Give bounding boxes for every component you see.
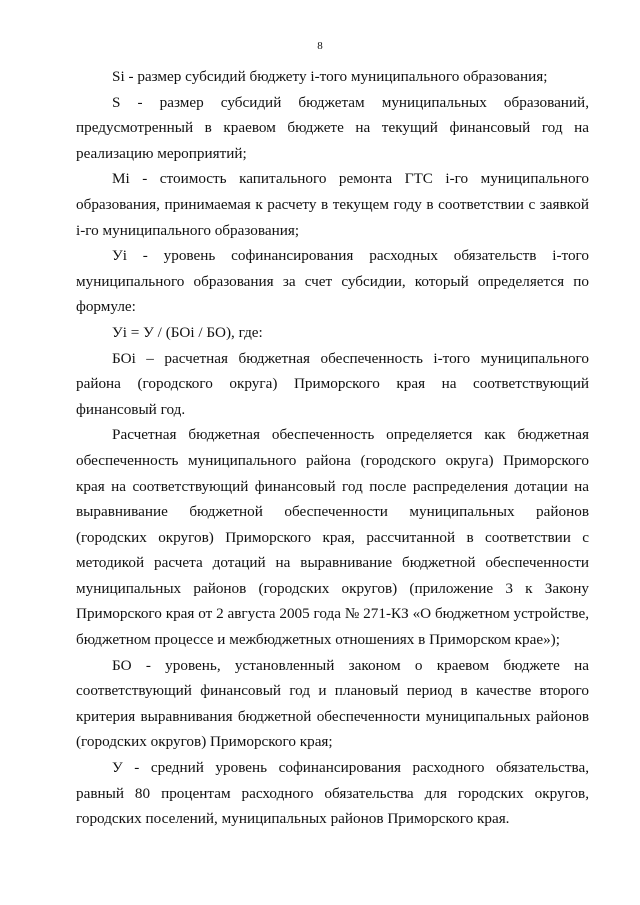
page-number: 8 bbox=[317, 40, 323, 52]
paragraph-boi-definition: БОi – расчетная бюджетная обеспеченность i-того муниципального района (городского округа) Приморского края на соответствующий финансовый год. bbox=[76, 349, 589, 418]
paragraph-si-definition: Si - размер субсидий бюджету i-того муниципального образования; bbox=[112, 68, 548, 85]
formula: Уi = У / (БОi / БО), где: bbox=[112, 323, 263, 341]
paragraph-calculation-method: Расчетная бюджетная обеспеченность определяется как бюджетная обеспеченность муниципального района (городского округа) Приморского края на соответствующий финансовый год после распределения дотации на выравнивание бюджетной обеспеченности муниципальных районов (городских округов) Приморского края, рассчитанной в соответствии с методикой расчета дотаций на выравнивание бюджетной обеспеченности муниципальных районов (городских округов) (приложение 3 к Закону Приморского края от 2 августа 2005 года № 271-КЗ «О бюджетном устройстве, бюджетном процессе и межбюджетных отношениях в Приморском крае»); bbox=[76, 426, 589, 649]
paragraph-y-definition: У - средний уровень софинансирования расходного обязательства, равный 80 процентам расходного обязательства для городских округов, городских поселений, муниципальных районов Приморского края. bbox=[76, 759, 589, 828]
paragraph-yi-definition: Уi - уровень софинансирования расходных обязательств i-того муниципального образования за счет субсидии, который определяется по формуле: bbox=[76, 247, 589, 316]
paragraph-mi-definition: Mi - стоимость капитального ремонта ГТС i-го муниципального образования, принимаемая к расчету в текущем году в соответствии с заявкой i-го муниципального образования; bbox=[76, 170, 589, 239]
paragraph-s-definition: S - размер субсидий бюджетам муниципальных образований, предусмотренный в краевом бюджете на текущий финансовый год на реализацию мероприятий; bbox=[76, 93, 589, 162]
document-body bbox=[76, 64, 589, 832]
paragraph-bo-definition: БО - уровень, установленный законом о краевом бюджете на соответствующий финансовый год и плановый период в качестве второго критерия выравнивания бюджетной обеспеченности муниципальных районов (городских округов) Приморского края; bbox=[76, 656, 589, 751]
